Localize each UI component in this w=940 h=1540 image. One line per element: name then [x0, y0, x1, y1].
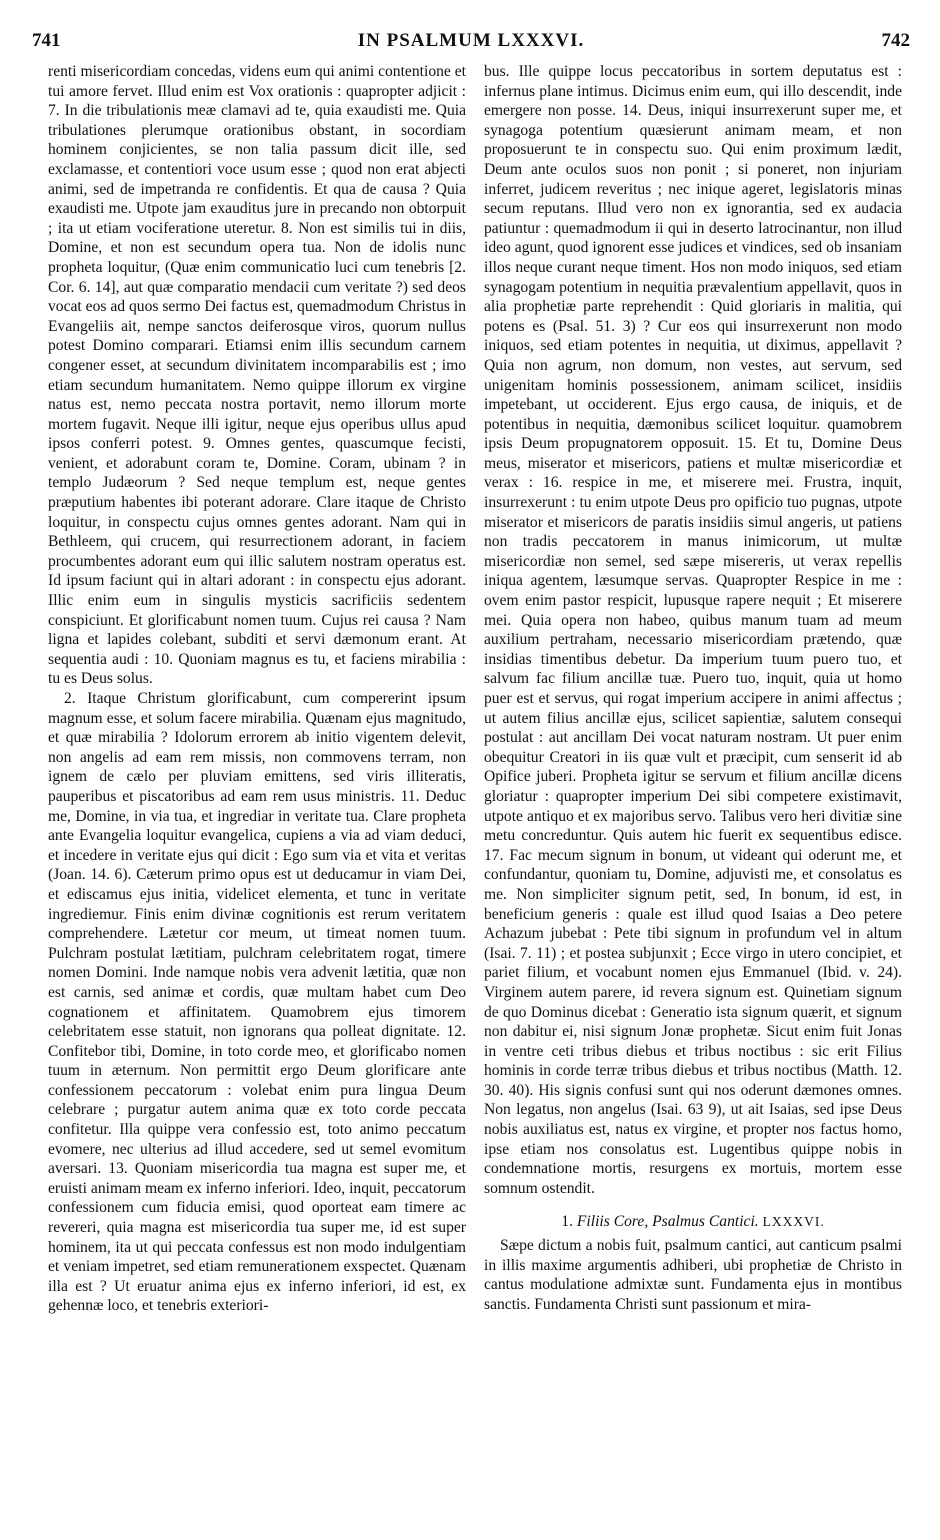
right-paragraph-2: Sæpe dictum a nobis fuit, psalmum cantici, aut canticum psalmi in illis maxime argumentis adhiberi, ubi prophetiæ de Christo in cantus modulatione admixtæ sunt. Fundamenta ejus in montibus sanctis. Fundamenta Christi sunt passionum et mira- [484, 1237, 902, 1313]
right-column [484, 62, 902, 1314]
left-paragraph-2: 2. Itaque Christum glorificabunt, cum compererint ipsum magnum esse, et solum facere mirabilia. Quænam ejus magnitudo, et quæ mirabilia ? Idolorum errorem ab initio vigentem delevit, non angelis ad eam rem missis, non commovens terram, non ignem de cælo per pluviam emittens, sed viris illiteratis, pauperibus et piscatoribus ad eam rem usus ministris. 11. Deduc me, Domine, in via tua, et ingrediar in veritate tua. Clare propheta ante Evangelia loquitur evangelica, cupiens a via ad viam deduci, et incedere in veritate ejus qui dicit : Ego sum via et vita et veritas (Joan. 14. 6). Cæterum primo opus est ut deducamur in viam Dei, et ediscamus ejus initia, videlicet elementa, et tunc in veritate ingrediemur. Finis enim divinæ cognitionis est rerum veritatem comprehendere. Lætetur cor meum, ut timeat nomen tuum. Pulchram postulat lætitiam, pulchram celebritatem rogat, timere nomen Domini. Inde namque nobis vera advenit lætitia, quæ non est carnis, sed animæ et cordis, quæ multam habet cum Deo cognationem et affinitatem. Quamobrem ejus timorem celebritatem esse statuit, non ignorans qua polleat dignitate. 12. Confitebor tibi, Domine, in toto corde meo, et glorificabo nomen tuum in æternum. Non permittit ergo Deum glorificare ante confessionem peccatorum : volebat enim pura lingua Deum celebrare ; purgatur autem anima quæ ex toto corde peccata confitetur. Illa quippe vera confessio est, toto animo peccatum evomere, nec ulterius ad illud accedere, sed ut semel evomitum aversari. 13. Quoniam misericordia tua magna est super me, et eruisti animam meam ex inferno inferiori. Ideo, inquit, peccatorum confessionem cum fiducia emisi, quod oporteat eam timere ac revereri, quia magna est misericordia tua super me, id est super hominem, ita ut qui peccata confessus est non modo indulgentiam et veniam impetret, sed etiam remunerationem exspectet. Quænam illa est ? Ut eruatur anima ejus ex inferno inferiori, id est, ex gehennæ loco, et tenebris exteriori- [48, 690, 466, 1315]
left-column [48, 62, 466, 1316]
right-paragraph-1: bus. Ille quippe locus peccatoribus in sortem deputatus est : infernus plane intimus. Dicimus enim eum, qui illo descendit, inde emergere non posse. 14. Deus, iniqui insurrexerunt super me, et synagoga potentium quæsierunt animam meam, et non proposuerunt te in conspectu suo. Qui enim proximum lædit, Deum ante oculos suos non ponit ; si poneret, non injuriam inferret, judicem reveritus ; nec inique ageret, legislatoris minas secum reputans. Illud vero non ex ignorantia, sed ex audacia patiuntur : quemadmodum ii qui in deserto latrocinantur, non illud ideo agunt, quod ignorent esse judices et vindices, sed ob insaniam illos neque curant neque timent. Hos non modo iniquos, sed etiam synagogam potentium in nequitia prævalentium appellavit, quos in alia prophetiæ parte reprehendit : Quid gloriaris in malitia, qui potens es (Psal. 51. 3) ? Cur eos qui insurrexerunt non modo iniquos, sed etiam potentes in nequitia, ut diximus, appellavit ? Quia non agrum, non domum, non vestes, aut servum, sed unigenitam hominis possessionem, animam scilicet, insidiis impetebant, ut occiderent. Ejus ergo causa, de iniquis, et de potentibus in nequitia, dæmonibus scilicet loquitur. quamobrem ipsis Deum propugnatorem opposuit. 15. Et tu, Domine Deus meus, miserator et misericors, patiens et multæ misericordiæ et verax : 16. respice in me, et miserere mei. Frustra, inquit, insurrexerunt : tu enim utpote Deus pro opificio tuo pugnas, utpote miserator et misericors de paratis insidiis simul angeris, ut patiens non tradis peccatorem in manus inimicorum, ut multæ misericordiæ non semel, sed sæpe misereris, ut verax repellis iniqua agentem, læsumque servas. Quapropter Respice in me : ovem enim pastor respicit, lupusque rapere nequit ; Et miserere mei. Quia opera non habeo, quibus manum tuam ad meum auxilium pertraham, necessario misericordiam prætendo, quæ insidias timentibus debetur. Da imperium tuum puero tuo, et salvum fac filium ancillæ tuæ. Puero tuo, inquit, quia ut homo puer est et servus, qui rogat imperium accipere in animi affectus ; ut autem filius ancillæ ejus, scilicet sapientiæ, salutem consequi postulat : aut ancillam Dei vocat naturam nostram. Ut puer enim obequitur Creatori in iis quæ vult et præcipit, cum senserit id ab Opifice juberi. Propheta igitur se servum et filium ancillæ dicens gloriatur : quapropter imperium Dei sibi competere existimavit, utpote antiquo et ex majoribus servo. Talibus vero heri divitiæ sine metu concreduntur. Quis autem hic fuerit ex sequentibus edisce. 17. Fac mecum signum in bonum, ut videant qui oderunt me, et confundantur, quoniam tu, Domine, adjuvisti me, et consolatus es me. Non simpliciter signum petit, sed, In bonum, id est, in beneficium generis : quale est illud quod Isaias a Deo petere Achazum jubebat : Pete tibi signum in profundum vel in altum (Isai. 7. 11) ; et postea subjunxit ; Ecce virgo in utero concipiet, et pariet filium, et vocabunt nomen ejus Emmanuel (Ibid. v. 24). Virginem autem parere, id revera signum est. Quinetiam signum de quo Dominus dicebat : Generatio ista signum quærit, et signum non dabitur ei, nisi signum Jonæ prophetæ. Sicut enim fuit Jonas in ventre ceti tribus diebus et tribus noctibus : sic erit Filius hominis in corde terræ tribus diebus et tribus noctibus (Matth. 12. 30. 40). His signis confusi sunt qui nos oderunt dæmones omnes. Non legatus, non angelus (Isai. 63 9), ut ait Isaias, sed ipse Deus nobis auxiliatus est, natus ex virgine, et propter nos factus homo, ipse etiam nos consolatus est. Lugentibus quippe nobis in condemnatione mortis, resurgens ex mortuis, mortem esse somnum ostendit. [484, 63, 902, 1197]
page-header [32, 30, 910, 56]
running-title: IN PSALMUM LXXXVI. [357, 30, 585, 51]
section-title-text: Filiis Core, Psalmus Cantici. [576, 1213, 759, 1231]
page-number-right: 742 [881, 30, 910, 51]
page-number-left: 741 [32, 30, 61, 51]
section-title-numeral: LXXXVI. [762, 1214, 825, 1230]
section-title [484, 1212, 902, 1232]
section-title-number: 1. [561, 1213, 573, 1231]
left-paragraph-1: renti misericordiam concedas, videns eum qui animi contentione et tui amore fervet. Illud enim est Vox orationis : quapropter adjicit : 7. In die tribulationis meæ clamavi ad te, quia exaudisti me. Quia tribulationes plerumque orationibus obstant, in socordiam hominem conjicientes, se non talia passum dicit ille, sed exclamasse, et contentiori voce usum esse ; quod non erat abjecti animi, sed de impetranda re confidentis. Et qua de causa ? Quia exaudisti me. Utpote jam exauditus jure in precando non obtorpuit ; ita ut etiam vociferatione uteretur. 8. Non est similis tui in diis, Domine, et non est secundum opera tua. Non de idolis nunc propheta loquitur, (Quæ enim communicatio luci cum tenebris [2. Cor. 6. 14], aut quæ comparatio mendacii cum veritate ?) sed deos vocat eos ad quos sermo Dei factus est, quemadmodum Christus in Evangeliis ait, nempe sanctos deiferosque viros, quorum nullus potest Domino comparari. Etiamsi enim illis secundum carnem congener esset, at secundum divinitatem incomparabilis est ; imo etiam secundum humanitatem. Nemo quippe illorum ex virgine natus est, nemo peccata nostra portavit, nemo illorum morte mortem fugavit. Neque illi igitur, neque ejus operibus ullus apud ipsos conferri potest. 9. Omnes gentes, quascumque fecisti, venient, et adorabunt coram te, Domine. Coram, ubinam ? in templo Judæorum ? Sed neque templum est, neque gentes præputium habentes ibi poterant adorare. Clare itaque de Christo loquitur, in conspectu cujus omnes gentes adorant. Nam qui in Bethleem, qui crucem, qui resurrectionem adorant, in faciem procumbentes adorant eum qui illic salutem nostram operatus est. Id ipsum faciunt qui in altari adorant : in conspectu ejus adorant. Illic enim eum in singulis mysticis sacrificiis sedentem conspiciunt. Et glorificabunt nomen tuum. Cujus rei causa ? Nam ligna et lapides colebant, subditi et servi dæmonum erant. At sequentia audi : 10. Quoniam magnus es tu, et faciens mirabilia : tu es Deus solus. [48, 63, 466, 688]
